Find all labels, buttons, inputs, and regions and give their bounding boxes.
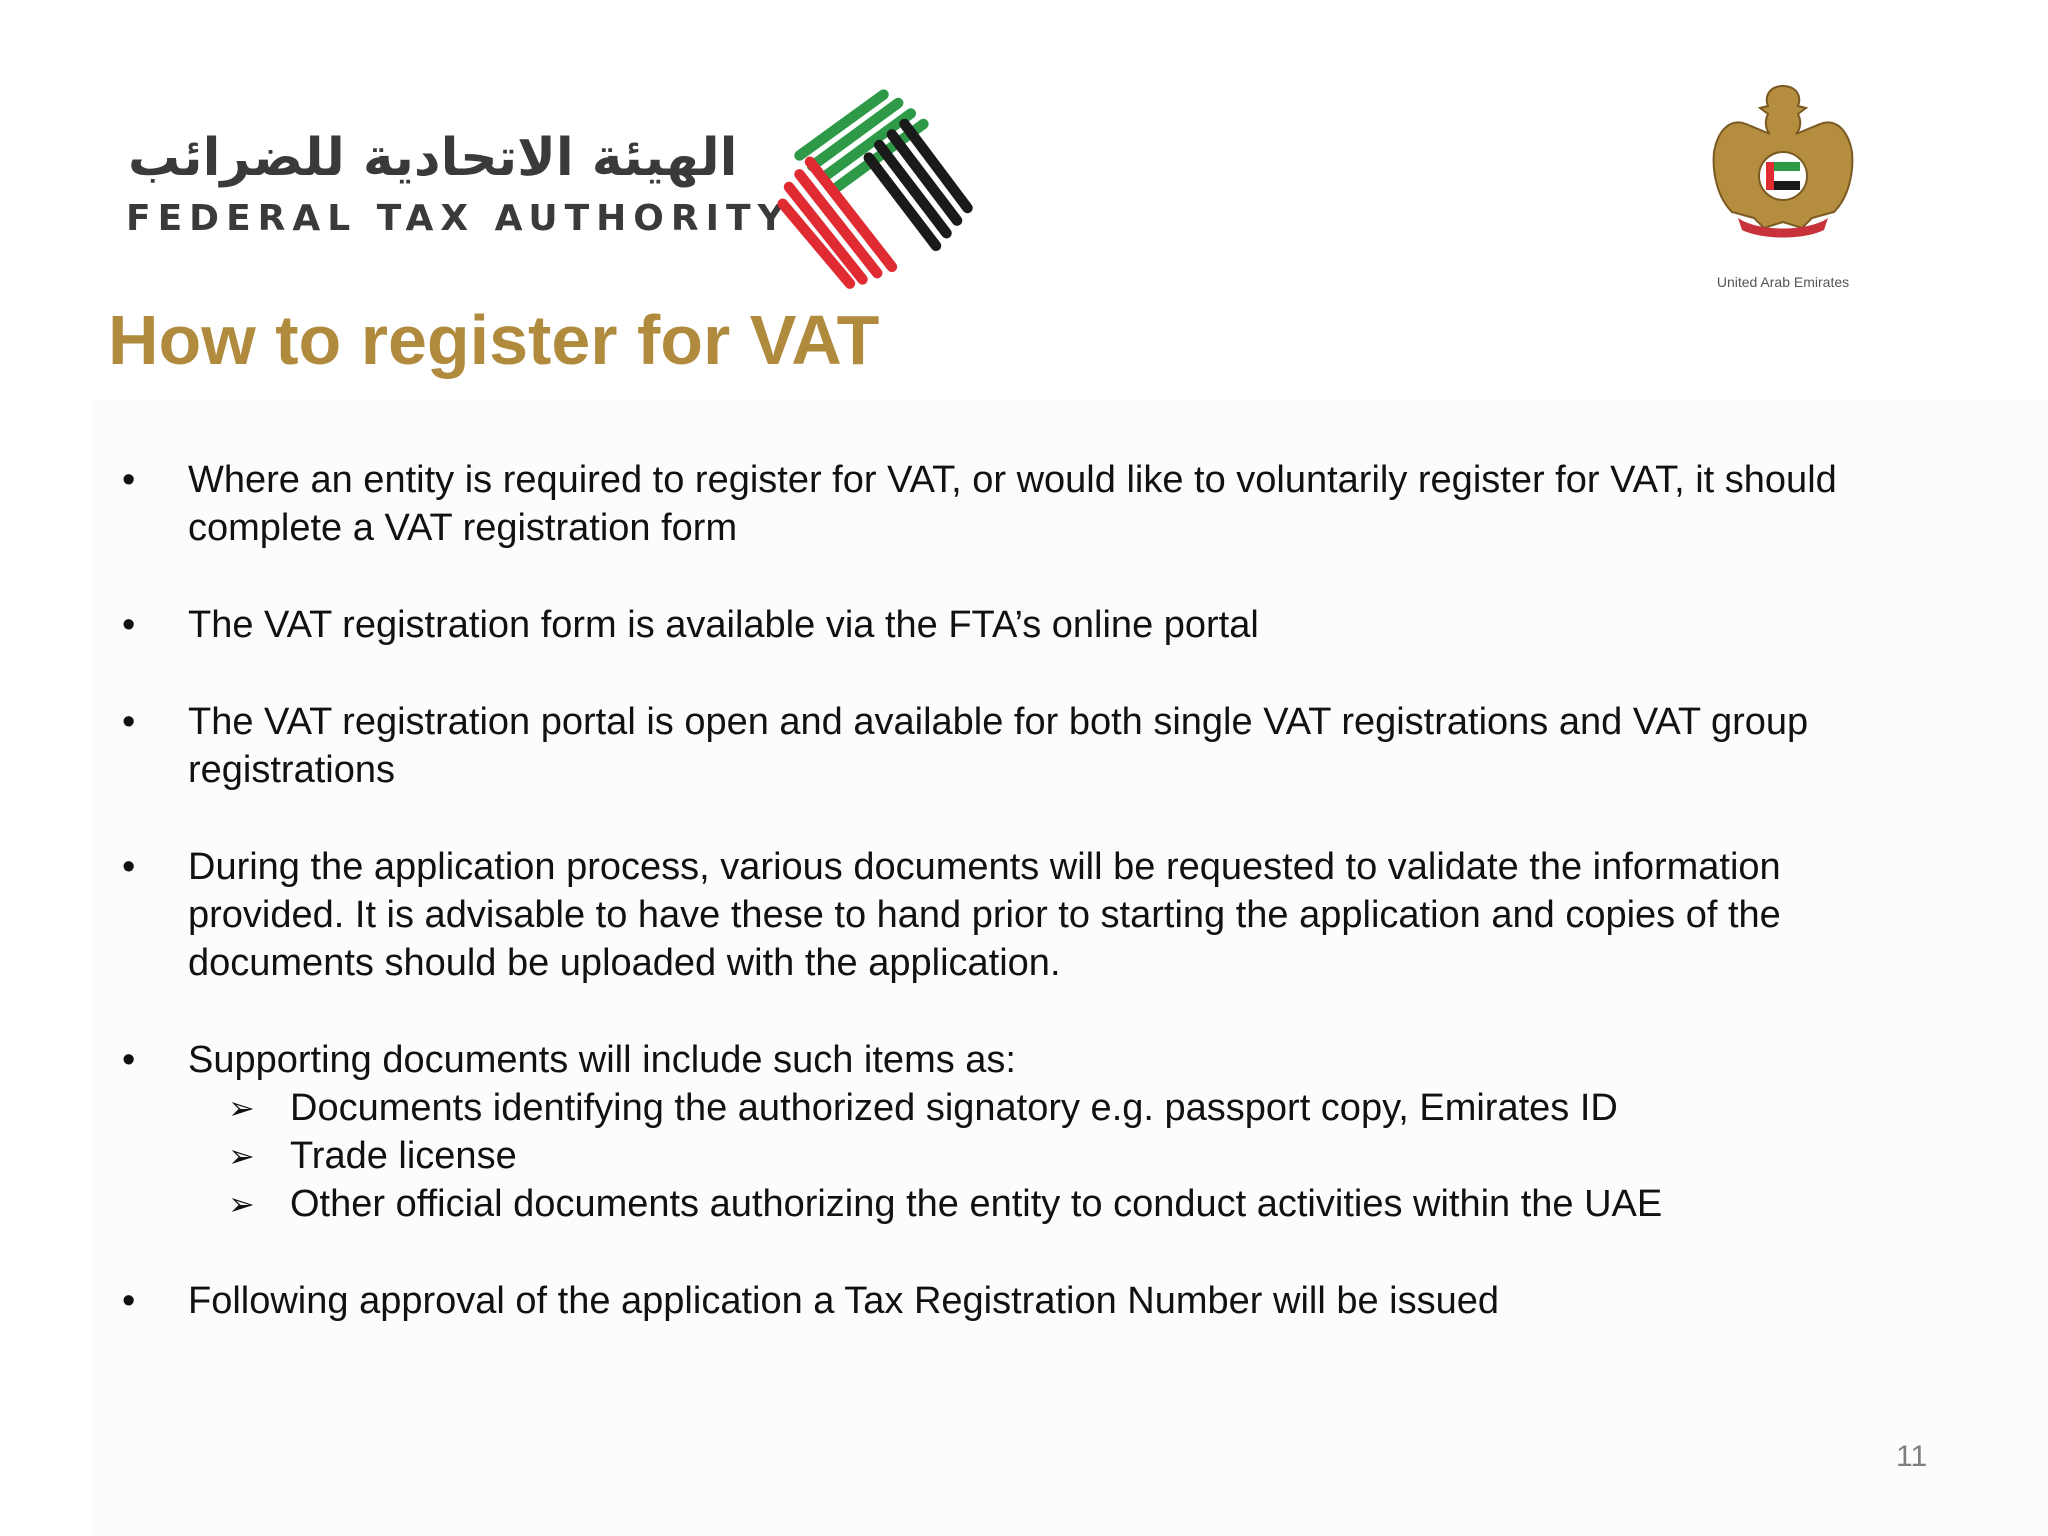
- sub-item-text: Documents identifying the authorized signatory e.g. passport copy, Emirates ID: [290, 1087, 1618, 1129]
- falcon-emblem-icon: [1708, 78, 1858, 248]
- bullet-item-tax-registration-number: [120, 1277, 1880, 1325]
- bullet-text: Supporting documents will include such items as:: [188, 1039, 1016, 1081]
- arrow-bullet-icon: ➢: [228, 1138, 255, 1174]
- bullet-list: [120, 456, 1880, 1374]
- bullet-text: During the application process, various documents will be requested to validate the information provided. It is advisable to have these to hand prior to starting the application and copies of the documents should be uploaded with the application.: [188, 846, 1781, 984]
- bullet-icon: •: [122, 459, 136, 501]
- bullet-icon: •: [122, 846, 136, 888]
- sub-item-text: Trade license: [290, 1135, 517, 1177]
- bullet-item-online-portal: [120, 601, 1880, 649]
- bullet-icon: •: [122, 604, 136, 646]
- sub-item-trade-license: [188, 1132, 1880, 1180]
- logo-english-text: FEDERAL TAX AUTHORITY: [126, 198, 791, 239]
- uae-caption: United Arab Emirates: [1716, 274, 1850, 290]
- page-number: 11: [1896, 1440, 1928, 1473]
- bullet-icon: •: [122, 701, 136, 743]
- bullet-icon: •: [122, 1039, 136, 1081]
- bullet-item-register-form: [120, 456, 1880, 552]
- sub-item-text: Other official documents authorizing the entity to conduct activities within the UAE: [290, 1183, 1663, 1225]
- bullet-text: The VAT registration form is available via the FTA’s online portal: [188, 604, 1259, 646]
- fta-emblem-icon: [768, 82, 978, 292]
- arrow-bullet-icon: ➢: [228, 1090, 255, 1126]
- bullet-item-portal-open: [120, 698, 1880, 794]
- arrow-bullet-icon: ➢: [228, 1186, 255, 1222]
- logo-arabic-text: الهيئة الاتحادية للضرائب: [128, 128, 738, 188]
- sub-item-signatory-documents: [188, 1084, 1880, 1132]
- page-title: How to register for VAT: [108, 301, 880, 379]
- bullet-icon: •: [122, 1280, 136, 1322]
- bullet-item-supporting-documents: [120, 1036, 1880, 1228]
- bullet-text: Where an entity is required to register for VAT, or would like to voluntarily register for VAT, it should complete a VAT registration form: [188, 459, 1837, 549]
- sub-item-official-documents: [188, 1180, 1880, 1228]
- bullet-text: The VAT registration portal is open and available for both single VAT registrations and VAT group registrations: [188, 701, 1809, 791]
- bullet-item-application-process: [120, 843, 1880, 987]
- bullet-text: Following approval of the application a Tax Registration Number will be issued: [188, 1280, 1499, 1322]
- sub-bullet-list: [188, 1084, 1880, 1228]
